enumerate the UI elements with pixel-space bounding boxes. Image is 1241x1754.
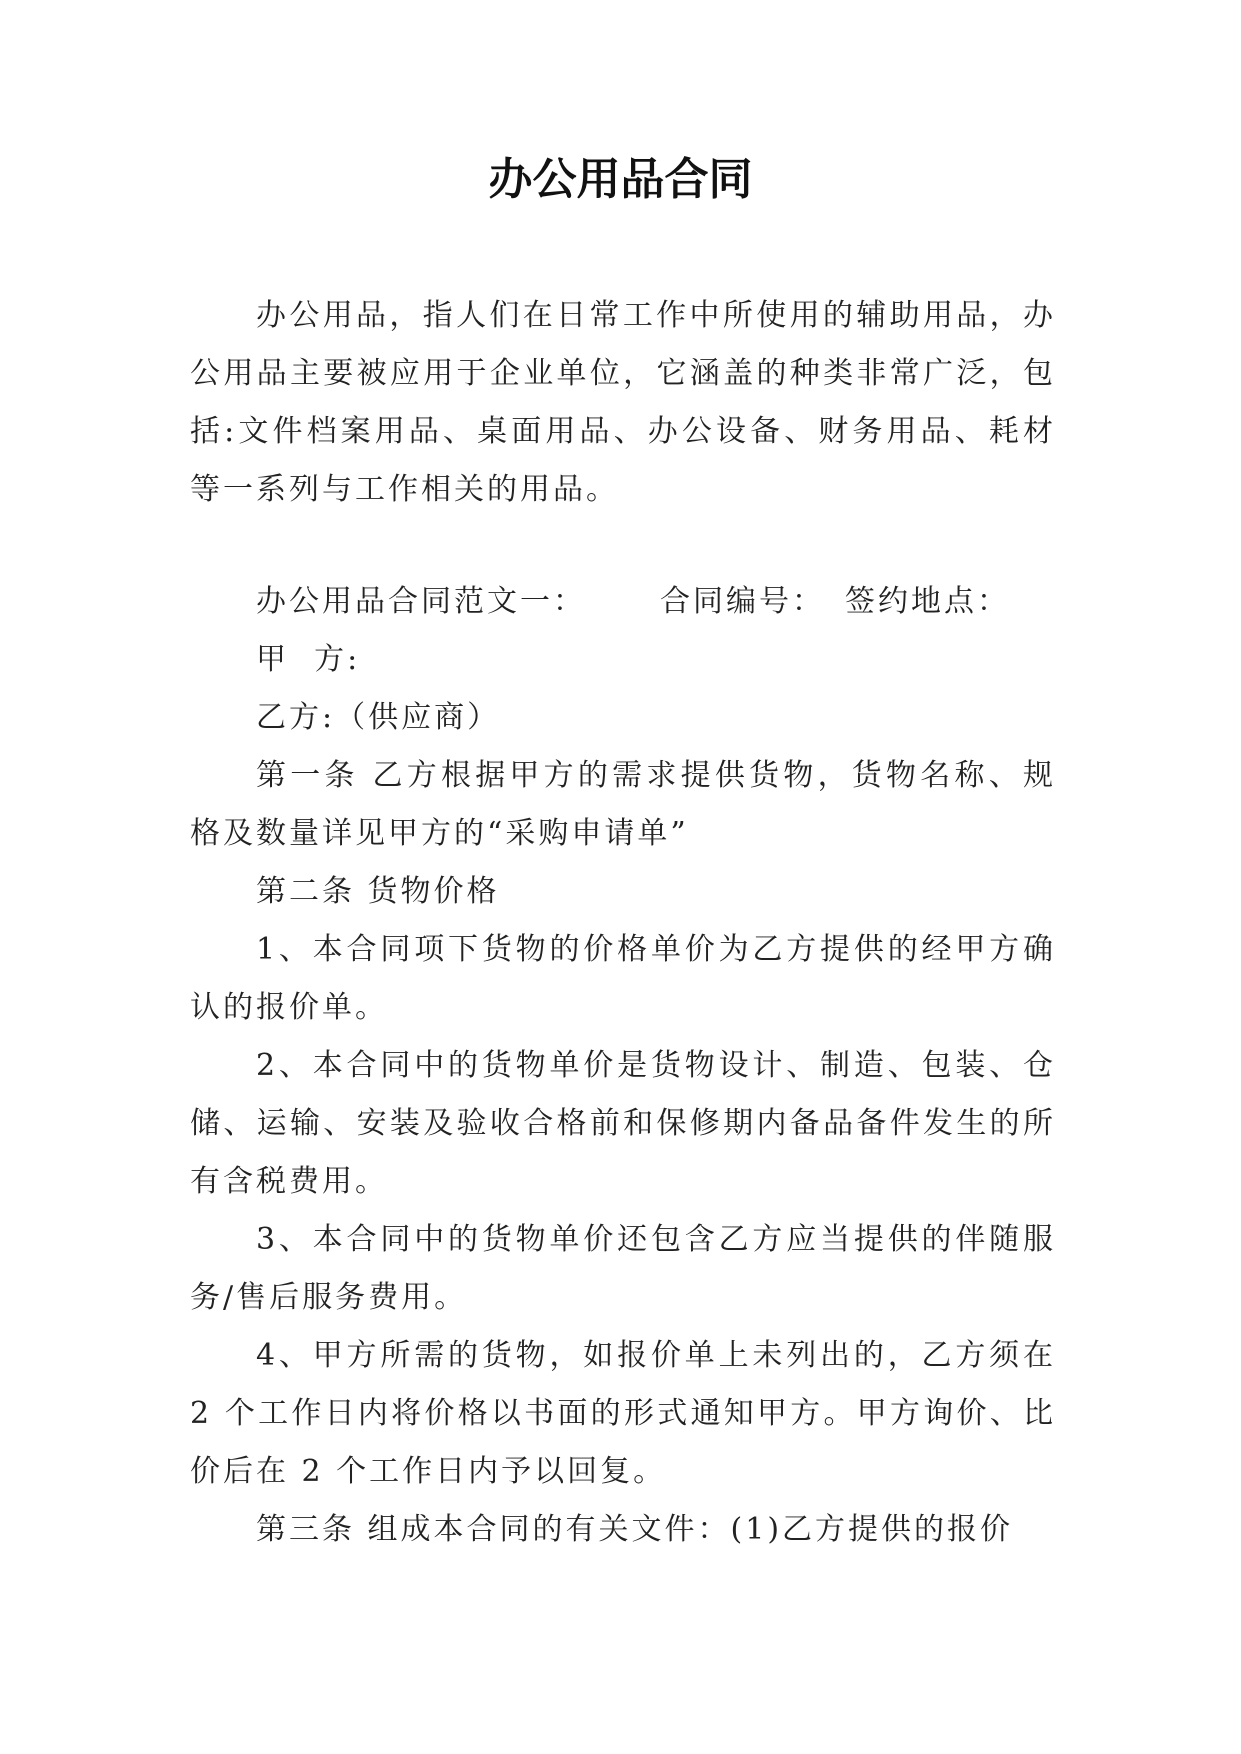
article-1: 第一条 乙方根据甲方的需求提供货物，货物名称、规格及数量详见甲方的“采购申请单”	[190, 758, 1056, 851]
place-label: 签约地点：	[845, 584, 1010, 619]
sample-label: 办公用品合同范文一：	[256, 584, 586, 619]
header-line	[190, 573, 1056, 631]
clause-3: 3、本合同中的货物单价还包含乙方应当提供的伴随服务/售后服务费用。	[190, 1222, 1056, 1315]
clause-4: 4、甲方所需的货物，如报价单上未列出的，乙方须在 2 个工作日内将价格以书面的形式通知甲方。甲方询价、比价后在 2 个工作日内予以回复。	[190, 1338, 1056, 1489]
document-body	[190, 287, 1056, 1559]
article-2-title: 第二条 货物价格	[256, 874, 500, 909]
intro-paragraph: 办公用品，指人们在日常工作中所使用的辅助用品，办公用品主要被应用于企业单位，它涵盖的种类非常广泛，包括:文件档案用品、桌面用品、办公设备、财务用品、耗材等一系列与工作相关的用品。	[190, 298, 1056, 507]
party-b-line: 乙方:（供应商）	[256, 700, 501, 735]
document-title: 办公用品合同	[488, 154, 753, 205]
clause-1: 1、本合同项下货物的价格单价为乙方提供的经甲方确认的报价单。	[190, 932, 1056, 1025]
contract-no-label: 合同编号：	[660, 584, 825, 619]
article-3: 第三条 组成本合同的有关文件：(1)乙方提供的报价	[256, 1512, 1014, 1547]
clause-2: 2、本合同中的货物单价是货物设计、制造、包装、仓储、运输、安装及验收合格前和保修期内备品备件发生的所有含税费用。	[190, 1048, 1056, 1199]
party-a-line: 甲 方:	[256, 642, 361, 677]
